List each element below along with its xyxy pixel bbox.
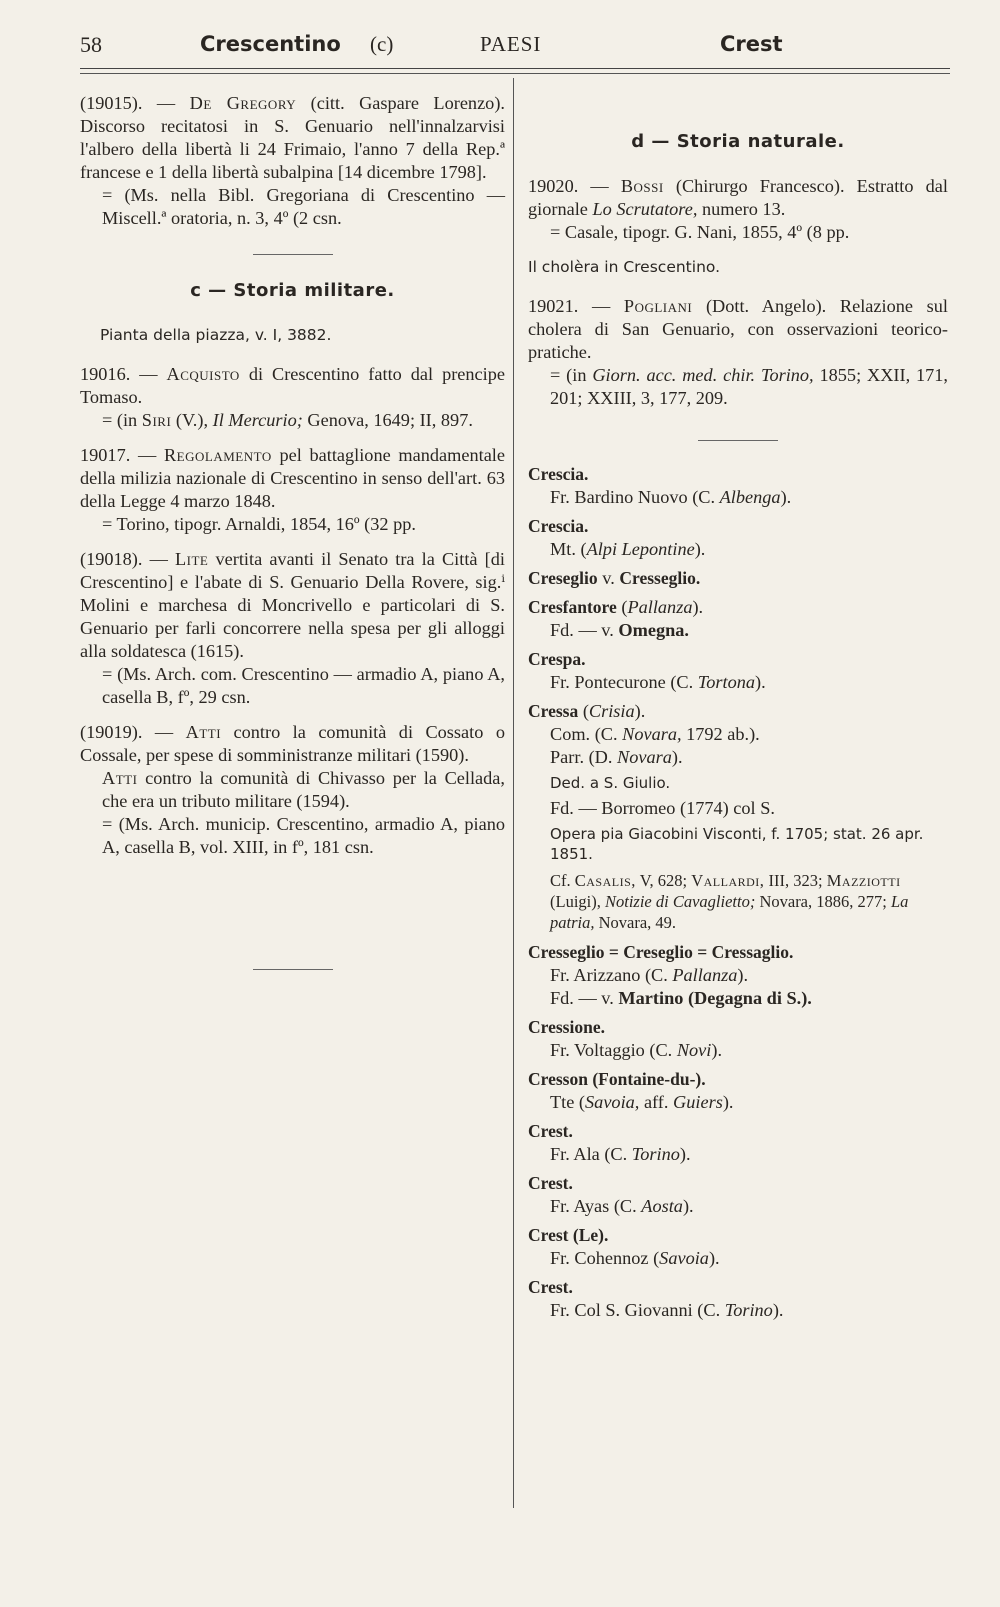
place-entry xyxy=(528,463,948,509)
place-text: ). xyxy=(679,1144,691,1164)
cf-title: Notizie di Cavaglietto; xyxy=(605,892,756,911)
cf-text: III, 323; xyxy=(768,871,823,890)
place-text: ). xyxy=(708,1248,720,1268)
section-separator xyxy=(253,969,333,970)
place-italic: Albenga xyxy=(719,487,781,507)
place-entry xyxy=(528,1276,948,1322)
place-name: Cressa xyxy=(528,701,579,721)
place-text: Tte ( xyxy=(550,1092,586,1112)
place-text: Fr. Bardino Nuovo (C. xyxy=(550,487,716,507)
entry-ref: = (Ms. Arch. municip. Crescentino, armadio A, piano A, casella B, vol. XIII, in fº, 181 csn. xyxy=(102,814,505,857)
entry-19019 xyxy=(80,721,505,859)
header-left-sub: (c) xyxy=(370,32,394,56)
header-right-title: Crest xyxy=(720,32,783,56)
ref-part: = (in xyxy=(102,410,138,430)
place-entry xyxy=(528,1016,948,1062)
entry-author: Atti xyxy=(102,768,138,788)
place-italic: Tortona xyxy=(697,672,756,692)
place-text: 1792 ab.). xyxy=(686,724,760,744)
ref-author: Siri xyxy=(141,410,172,430)
cf-text: Cf. xyxy=(550,871,571,890)
entry-text: (Dott. Angelo). Relazione sul cholera di San Genuario, con osservazioni teorico-pratiche. xyxy=(528,296,949,362)
section-separator xyxy=(698,440,778,441)
entry-author: Pogliani xyxy=(623,296,693,316)
place-italic: Torino xyxy=(724,1300,773,1320)
section-heading-d: d — Storia naturale. xyxy=(631,131,845,152)
entry-title: Lo Scrutatore, xyxy=(592,199,698,219)
place-name: Creseglio xyxy=(528,568,598,588)
place-entry xyxy=(528,596,948,642)
entry-text: contro la comunità di Cossato o Cossale, per spese di somministranze militari (1590). xyxy=(80,722,505,765)
entry-ref: = Torino, tipogr. Arnaldi, 1854, 16º (32 pp. xyxy=(102,514,416,534)
entry-number: 19016. — xyxy=(80,364,158,384)
place-line xyxy=(528,1195,948,1218)
place-italic: Guiers xyxy=(673,1092,723,1112)
place-name: Cressione. xyxy=(528,1017,605,1037)
place-italic: Crisia xyxy=(588,701,635,721)
place-text: Fr. Ala (C. xyxy=(550,1144,628,1164)
right-column xyxy=(528,92,948,1328)
page-number: 58 xyxy=(80,32,102,57)
entry-author: Lite xyxy=(174,549,209,569)
header-rule-bottom xyxy=(80,73,950,74)
entry-text: numero 13. xyxy=(702,199,786,219)
entry-number: (19015). — xyxy=(80,93,176,113)
place-italic: Savoia xyxy=(659,1248,709,1268)
place-text: ). xyxy=(755,672,766,692)
entry-author: Acquisto xyxy=(166,364,240,384)
entry-text: pel battaglione mandamentale della milizia nazionale di Crescentino in senso dell'art. 63 della Legge 4 marzo 1848. xyxy=(80,445,505,511)
place-text: Fr. Pontecurone (C. xyxy=(550,672,694,692)
place-line xyxy=(528,723,948,746)
entry-author: De Gregory xyxy=(189,93,297,113)
place-italic: Novara xyxy=(617,747,672,767)
place-text: Fr. Ayas (C. xyxy=(550,1196,637,1216)
entry-number: 19017. — xyxy=(80,445,157,465)
entry-19021 xyxy=(528,295,948,410)
place-italic: Torino xyxy=(631,1144,680,1164)
place-line xyxy=(528,486,948,509)
place-italic: Savoia, xyxy=(585,1092,640,1112)
ref-part: (V.), xyxy=(175,410,209,430)
place-name: Crest (Le). xyxy=(528,1225,609,1245)
entry-number: 19020. — xyxy=(528,176,609,196)
place-text: Fd. — v. xyxy=(550,988,614,1008)
place-text: ). xyxy=(634,701,646,721)
place-name: Crespa. xyxy=(528,649,586,669)
section-note: Pianta della piazza, v. I, 3882. xyxy=(100,326,332,344)
place-name: Crescia. xyxy=(528,516,589,536)
place-entry xyxy=(528,1068,948,1114)
entry-ref: = (Ms. Arch. com. Crescentino — armadio A, piano A, casella B, fº, 29 csn. xyxy=(102,664,505,707)
entry-author: Atti xyxy=(185,722,222,742)
entry-19018 xyxy=(80,548,505,709)
place-italic: Novi xyxy=(676,1040,712,1060)
entry-text-2 xyxy=(80,767,505,813)
place-line xyxy=(528,671,948,694)
place-entry xyxy=(528,1224,948,1270)
ref-title: Il Mercurio; xyxy=(212,410,303,430)
place-entry xyxy=(528,515,948,561)
column-divider xyxy=(513,78,514,1508)
place-line xyxy=(528,619,948,642)
entry-19015 xyxy=(80,92,505,230)
ref-part: Genova, 1649; II, 897. xyxy=(307,410,473,430)
place-name: Crescia. xyxy=(528,464,589,484)
place-name: Cresson (Fontaine-du-). xyxy=(528,1069,706,1089)
entry-ref xyxy=(528,364,948,410)
place-text: Fr. Arizzano (C. xyxy=(550,965,668,985)
place-text: ). xyxy=(780,487,792,507)
place-line: Fd. — Borromeo (1774) col S. xyxy=(550,798,775,818)
entry-number: 19021. — xyxy=(528,296,611,316)
place-text: ( xyxy=(582,701,589,721)
entry-text: (citt. Gaspare Lorenzo). Discorso recitatosi in S. Genuario nell'innalzarvisi l'albero della libertà li 24 Frimaio, l'anno 7 della Rep.ª francese e 1 della libertà subalpina [14 dicembre 1798]. xyxy=(80,93,505,182)
place-entry xyxy=(528,1120,948,1166)
running-header xyxy=(80,32,950,72)
place-text: Fr. Cohennoz ( xyxy=(550,1248,660,1268)
entry-text: vertita avanti il Senato tra la Città [di Crescentino] e l'abate di S. Genuario Della Rovere, sig.ⁱ Molini e marchesa di Moncrivello e particolari di S. Genuario per farli concorrere nella spesa per gli alloggi alla soldatesca (1615). xyxy=(80,549,505,661)
place-text: ). xyxy=(722,1092,734,1112)
cf-text: (Luigi), xyxy=(550,892,601,911)
entry-text: di Crescentino fatto dal prencipe Tomaso. xyxy=(80,364,506,407)
place-line xyxy=(528,964,948,987)
left-column xyxy=(80,92,505,994)
place-text: Fr. Voltaggio (C. xyxy=(550,1040,673,1060)
ref-part: 1855; XXII, 171, 201; XXIII, 3, 177, 209. xyxy=(550,365,948,408)
place-text: ( xyxy=(621,597,628,617)
place-entry xyxy=(528,648,948,694)
place-name: Cresfantore xyxy=(528,597,617,617)
entry-author: Regolamento xyxy=(163,445,272,465)
cf-text: V, 628; xyxy=(639,871,688,890)
place-text: Parr. (D. xyxy=(550,747,613,767)
section-heading-c: c — Storia militare. xyxy=(190,280,395,301)
cf-text: Novara, 1886, 277; xyxy=(759,892,887,911)
place-ref: Omegna. xyxy=(618,620,689,640)
cf-author: Mazziotti xyxy=(826,871,901,890)
place-line xyxy=(528,1039,948,1062)
place-name: Cresseglio = Creseglio = Cressaglio. xyxy=(528,942,794,962)
cf-title: La patria, xyxy=(550,892,909,932)
place-italic: Pallanza xyxy=(672,965,738,985)
entry-number: (19018). — xyxy=(80,549,168,569)
place-ref: Cresseglio. xyxy=(619,568,701,588)
place-text: Fr. Col S. Giovanni (C. xyxy=(550,1300,721,1320)
place-text: ). xyxy=(737,965,749,985)
place-text: v. xyxy=(602,568,615,588)
cf-author: Casalis, xyxy=(574,871,636,890)
place-entry xyxy=(528,567,948,590)
entry-ref xyxy=(80,409,505,432)
section-note: Il cholèra in Crescentino. xyxy=(528,258,721,276)
entry-ref: = Casale, tipogr. G. Nani, 1855, 4º (8 pp. xyxy=(550,222,850,242)
place-entry xyxy=(528,1172,948,1218)
place-text: ). xyxy=(692,597,704,617)
place-text: ). xyxy=(711,1040,723,1060)
place-italic: Novara, xyxy=(622,724,682,744)
place-line xyxy=(528,1143,948,1166)
entry-ref: = (Ms. nella Bibl. Gregoriana di Crescentino — Miscell.ª oratoria, n. 3, 4º (2 csn. xyxy=(102,185,505,228)
place-name: Crest. xyxy=(528,1173,573,1193)
place-text: ). xyxy=(694,539,706,559)
cf-author: Vallardi, xyxy=(691,871,765,890)
entry-text: (Chirurgo Francesco). Estratto dal giornale xyxy=(528,176,948,219)
place-text: Fd. — v. xyxy=(550,620,614,640)
place-name: Crest. xyxy=(528,1121,573,1141)
entry-author: Bossi xyxy=(620,176,664,196)
place-small: Ded. a S. Giulio. xyxy=(550,774,671,792)
place-line xyxy=(528,1247,948,1270)
place-entry xyxy=(528,700,948,933)
place-italic: Alpi Lepontine xyxy=(586,539,695,559)
place-text: aff. xyxy=(643,1092,669,1112)
entry-19017 xyxy=(80,444,505,536)
section-separator xyxy=(253,254,333,255)
place-line xyxy=(528,1299,948,1322)
header-center: PAESI xyxy=(480,32,542,56)
header-rule-top xyxy=(80,68,950,69)
place-cf xyxy=(528,870,948,933)
place-text: Com. (C. xyxy=(550,724,618,744)
place-text: ). xyxy=(671,747,683,767)
place-text: Mt. ( xyxy=(550,539,587,559)
place-name: Crest. xyxy=(528,1277,573,1297)
header-left-title: Crescentino xyxy=(200,32,341,56)
place-text: ). xyxy=(772,1300,784,1320)
place-line xyxy=(528,987,948,1010)
place-line xyxy=(528,538,948,561)
place-italic: Pallanza xyxy=(627,597,693,617)
entry-number: (19019). — xyxy=(80,722,174,742)
cf-text: Novara, 49. xyxy=(598,913,677,932)
place-line xyxy=(528,1091,948,1114)
place-line xyxy=(528,746,948,769)
place-ref: Martino (Degagna di S.). xyxy=(618,988,812,1008)
place-text: ). xyxy=(682,1196,694,1216)
place-entry xyxy=(528,941,948,1010)
entry-19020 xyxy=(528,175,948,244)
place-italic: Aosta xyxy=(641,1196,683,1216)
place-small: Opera pia Giacobini Visconti, f. 1705; stat. 26 apr. 1851. xyxy=(550,825,924,863)
entry-19016 xyxy=(80,363,505,432)
entry-text: contro la comunità di Chivasso per la Cellada, che era un tributo militare (1594). xyxy=(102,768,505,811)
ref-title: Giorn. acc. med. chir. Torino, xyxy=(592,365,814,385)
ref-part: = (in xyxy=(550,365,587,385)
